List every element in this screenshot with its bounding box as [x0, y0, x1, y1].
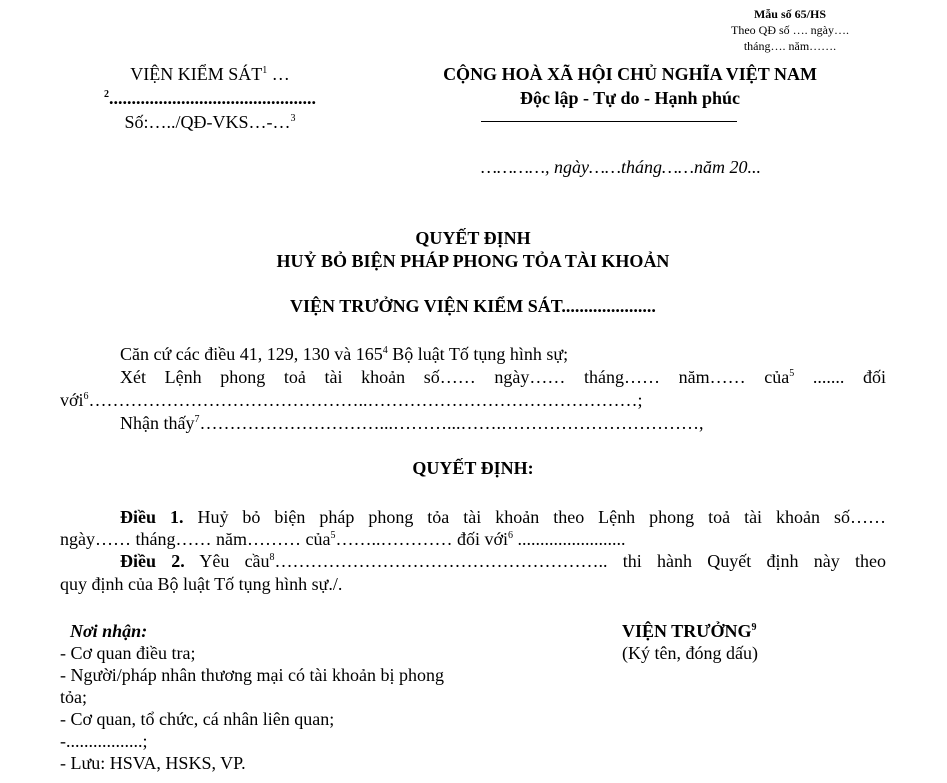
- article-2-label: Điều 2.: [120, 551, 185, 571]
- nation-motto: Độc lập - Tự do - Hạnh phúc: [519, 88, 741, 108]
- signature-block: [622, 620, 758, 664]
- motto-underline: [481, 121, 737, 122]
- authority-line: VIỆN TRƯỞNG VIỆN KIỂM SÁT.....................: [290, 296, 656, 316]
- recipients-block: [60, 620, 444, 774]
- basis-order-subject: với$^6$………………………………………..………………………………………;: [60, 390, 643, 410]
- form-ref-line1: Theo QĐ số …. ngày….: [731, 23, 849, 37]
- form-number: Mẫu số 65/HS: [753, 7, 826, 21]
- basis-finding: Nhận thấy$^7$…………………………...………...…….……………………………,: [120, 413, 704, 433]
- recipient-item: tỏa;: [60, 687, 87, 707]
- basis-legal: Căn cứ các điều 41, 129, 130 và $165^4$ Bộ luật Tố tụng hình sự;: [120, 344, 569, 364]
- article-1-label: Điều 1.: [120, 507, 184, 527]
- basis-order: Xét Lệnh phong toả tài khoản số…… ngày…… tháng…… năm…… của$^5$ ....... đối: [120, 367, 886, 387]
- agency-name: VIỆN KIỂM SÁT$^1$ …: [130, 64, 290, 84]
- signature-note: (Ký tên, đóng dấu): [622, 643, 758, 663]
- form-ref-line2: tháng…. năm…….: [743, 39, 837, 53]
- form-reference: [700, 6, 880, 54]
- signature-title: VIỆN TRƯỞNG$^9$: [622, 621, 757, 641]
- recipients-heading: Nơi nhận:: [70, 621, 148, 641]
- recipient-item: - Lưu: HSVA, HSKS, VP.: [60, 753, 246, 773]
- recipient-item: -.................;: [60, 731, 148, 751]
- article-2: Điều 2. Yêu cầu$^8$……………………………………………….. thi hành Quyết định này theo: [120, 551, 886, 571]
- doc-subtitle: HUỶ BỎ BIỆN PHÁP PHONG TỎA TÀI KHOẢN: [276, 251, 670, 271]
- document-number: Số:…../QĐ-VKS…-…$^3$: [124, 112, 296, 132]
- decision-heading: QUYẾT ĐỊNH:: [412, 458, 534, 478]
- doc-title: QUYẾT ĐỊNH: [415, 228, 531, 248]
- agency-sub-line: $^2$..............................................: [104, 88, 316, 108]
- article-2-continued: quy định của Bộ luật Tố tụng hình sự./.: [60, 574, 343, 594]
- article-1-continued: ngày…… tháng…… năm……… của$^5$……..………… đối với$^6$ ........................: [60, 529, 626, 549]
- recipient-item: - Cơ quan điều tra;: [60, 643, 196, 663]
- date-line: …………, ngày……tháng……năm 20...: [481, 157, 762, 177]
- recipient-item: - Người/pháp nhân thương mại có tài khoản bị phong: [60, 665, 444, 685]
- article-1: Điều 1. Huỷ bỏ biện pháp phong tỏa tài khoản theo Lệnh phong toả tài khoản số……: [120, 507, 887, 527]
- recipient-item: - Cơ quan, tổ chức, cá nhân liên quan;: [60, 709, 335, 729]
- nation-title: CỘNG HOÀ XÃ HỘI CHỦ NGHĨA VIỆT NAM: [443, 64, 817, 84]
